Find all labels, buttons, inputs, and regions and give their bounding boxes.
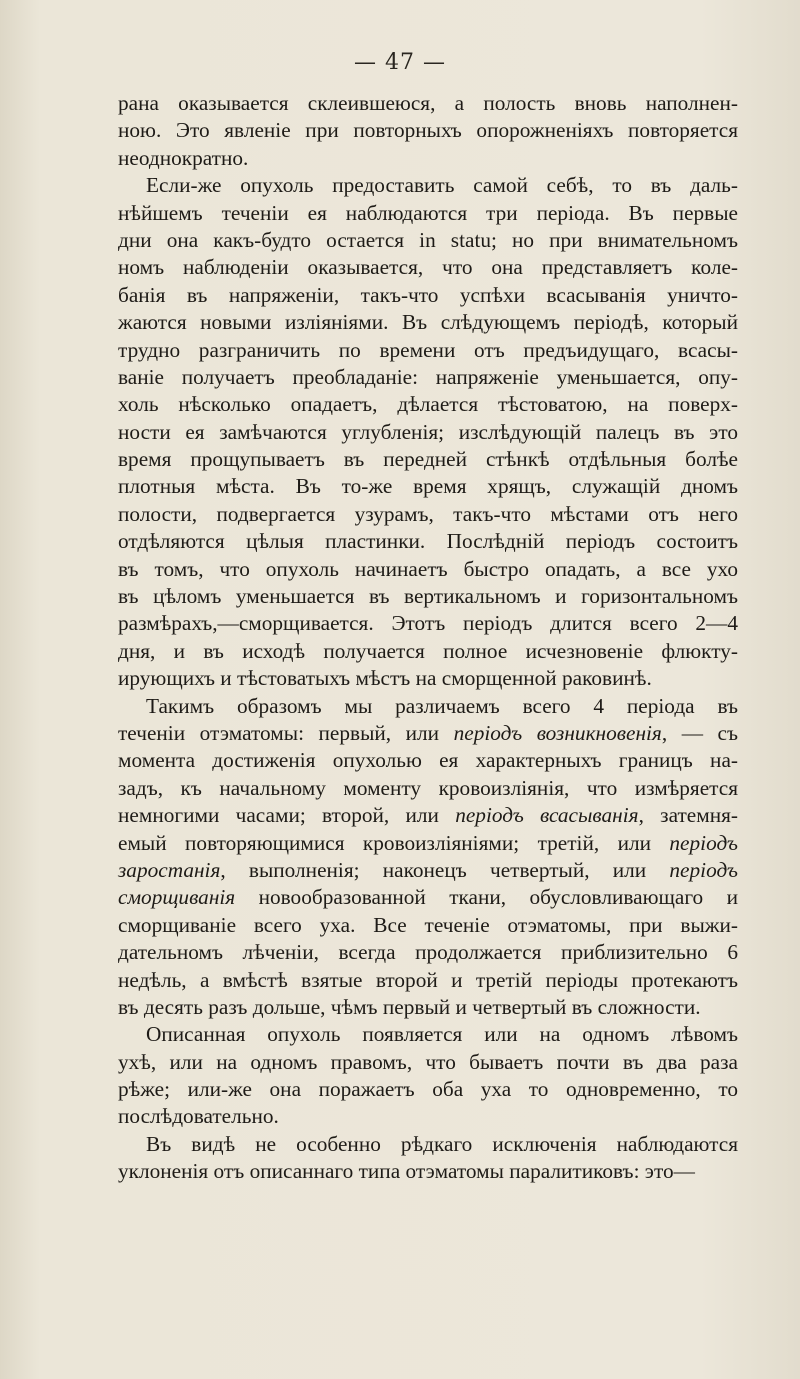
line-text: теченіи отэматомы: первый, или bbox=[118, 720, 454, 745]
text-line bbox=[118, 528, 738, 555]
line-text: рана оказывается склеившеюся, а полость вновь наполнен- bbox=[118, 91, 738, 115]
text-line bbox=[118, 419, 738, 446]
text-line bbox=[118, 693, 738, 720]
text-line bbox=[118, 1131, 738, 1158]
text-line bbox=[118, 1158, 738, 1185]
line-text: холь нѣсколько опадаетъ, дѣлается тѣстоватою, на поверх- bbox=[118, 392, 738, 417]
line-text: Такимъ образомъ мы различаемъ всего 4 періода въ bbox=[146, 693, 738, 718]
italic-term: періодъ bbox=[669, 830, 738, 855]
line-text: Если-же опухоль предоставить самой себѣ, то въ даль- bbox=[146, 173, 738, 198]
text-line bbox=[118, 200, 738, 227]
text-line bbox=[118, 145, 738, 172]
line-text: немногими часами; второй, или bbox=[118, 803, 456, 828]
line-text: ною. Это явленіе при повторныхъ опорожненіяхъ повторяется bbox=[118, 118, 738, 143]
page-number: — 47 — bbox=[354, 50, 446, 75]
text-line bbox=[118, 172, 738, 199]
line-text: размѣрахъ,—сморщивается. Этотъ періодъ длится всего 2—4 bbox=[118, 611, 738, 636]
line-text: дня, и въ исходѣ получается полное исчезновеніе флюкту- bbox=[118, 638, 738, 663]
line-text: недѣль, а вмѣстѣ взятые второй и третій періоды протекаютъ bbox=[118, 967, 738, 992]
text-line bbox=[118, 665, 738, 692]
italic-term: періодъ возникновенія bbox=[453, 720, 662, 745]
line-text: въ томъ, что опухоль начинаетъ быстро опадать, а все ухо bbox=[118, 556, 738, 581]
text-line bbox=[118, 1021, 738, 1048]
line-text: номъ наблюденіи оказывается, что она представляетъ коле- bbox=[118, 255, 738, 280]
italic-term: сморщиванія bbox=[118, 885, 236, 910]
line-text: отдѣляются цѣлыя пластинки. Послѣдній періодъ состоитъ bbox=[118, 529, 738, 554]
text-line bbox=[118, 254, 738, 281]
line-text: банія въ напряженіи, такъ-что успѣхи всасыванія уничто- bbox=[118, 282, 738, 307]
text-line bbox=[118, 747, 738, 774]
text-line bbox=[118, 117, 738, 144]
text-line bbox=[118, 857, 738, 884]
text-line bbox=[118, 802, 738, 829]
line-text: ности ея замѣчаются углубленія; изслѣдующій палецъ въ это bbox=[118, 419, 738, 444]
text-line bbox=[118, 884, 738, 911]
text-line bbox=[118, 364, 738, 391]
text-line bbox=[118, 830, 738, 857]
text-line bbox=[118, 391, 738, 418]
line-text: время прощупываетъ въ передней стѣнкѣ отдѣльныя болѣе bbox=[118, 447, 738, 472]
text-line bbox=[118, 473, 738, 500]
line-text: Описанная опухоль появляется или на одномъ лѣвомъ bbox=[146, 1022, 738, 1047]
line-text: ирующихъ и тѣстоватыхъ мѣстъ на сморщенной раковинѣ. bbox=[118, 666, 652, 691]
line-text: , — съ bbox=[661, 720, 738, 745]
text-line bbox=[118, 775, 738, 802]
line-text: плотныя мѣста. Въ то-же время хрящъ, служащій дномъ bbox=[118, 474, 738, 499]
text-line bbox=[118, 90, 738, 117]
text-line bbox=[118, 720, 738, 747]
text-line bbox=[118, 610, 738, 637]
line-text: въ десять разъ дольше, чѣмъ первый и четвертый въ сложности. bbox=[118, 994, 701, 1019]
line-text: трудно разграничить по времени отъ предъидущаго, всасы- bbox=[118, 337, 738, 362]
line-text: , выполненія; наконецъ четвертый, или bbox=[220, 857, 670, 882]
italic-term: періодъ bbox=[669, 857, 738, 882]
line-text: въ цѣломъ уменьшается въ вертикальномъ и горизонтальномъ bbox=[118, 584, 738, 609]
line-text: емый повторяющимися кровоизліяніями; третій, или bbox=[118, 830, 670, 855]
line-text: неоднократно. bbox=[118, 145, 249, 170]
text-line bbox=[118, 446, 738, 473]
line-text: жаются новыми изліяніями. Въ слѣдующемъ періодѣ, который bbox=[118, 310, 738, 335]
line-text: ухѣ, или на одномъ правомъ, что бываетъ почти въ два раза bbox=[118, 1049, 738, 1074]
line-text: сморщиваніе всего уха. Все теченіе отэматомы, при выжи- bbox=[118, 912, 738, 937]
line-text: дательномъ лѣченіи, всегда продолжается приблизительно 6 bbox=[118, 940, 738, 965]
line-text: , затемня- bbox=[638, 803, 739, 828]
text-line bbox=[118, 556, 738, 583]
text-line bbox=[118, 583, 738, 610]
text-line bbox=[118, 227, 738, 254]
line-text: нѣйшемъ теченіи ея наблюдаются три періода. Въ первые bbox=[118, 200, 738, 225]
line-text: ваніе получаетъ преобладаніе: напряженіе уменьшается, опу- bbox=[118, 364, 738, 389]
text-line bbox=[118, 994, 738, 1021]
line-text: послѣдовательно. bbox=[118, 1104, 279, 1129]
text-line bbox=[118, 309, 738, 336]
line-text: полости, подвергается узурамъ, такъ-что мѣстами отъ него bbox=[118, 501, 738, 526]
line-text: рѣже; или-же она поражаетъ оба уха то одновременно, то bbox=[118, 1077, 738, 1102]
line-text: новообразованной ткани, обусловливающаго и bbox=[235, 885, 738, 910]
text-line bbox=[118, 501, 738, 528]
text-line bbox=[118, 1049, 738, 1076]
line-text: Въ видѣ не особенно рѣдкаго исключенія наблюдаются bbox=[146, 1131, 738, 1156]
body-text bbox=[118, 90, 738, 1186]
italic-term: періодъ всасыванія bbox=[455, 803, 639, 828]
italic-term: заростанія bbox=[118, 857, 221, 882]
line-text: уклоненія отъ описаннаго типа отэматомы паралитиковъ: это— bbox=[118, 1159, 695, 1184]
text-line bbox=[118, 337, 738, 364]
text-line bbox=[118, 967, 738, 994]
line-text: момента достиженія опухолью ея характерныхъ границъ на- bbox=[118, 748, 738, 773]
text-line bbox=[118, 282, 738, 309]
text-line bbox=[118, 939, 738, 966]
line-text: задъ, къ начальному моменту кровоизліянія, что измѣряется bbox=[118, 775, 738, 800]
text-line bbox=[118, 638, 738, 665]
line-text: дни она какъ-будто остается in statu; но при внимательномъ bbox=[118, 227, 738, 252]
text-line bbox=[118, 1076, 738, 1103]
text-line bbox=[118, 1103, 738, 1130]
text-line bbox=[118, 912, 738, 939]
